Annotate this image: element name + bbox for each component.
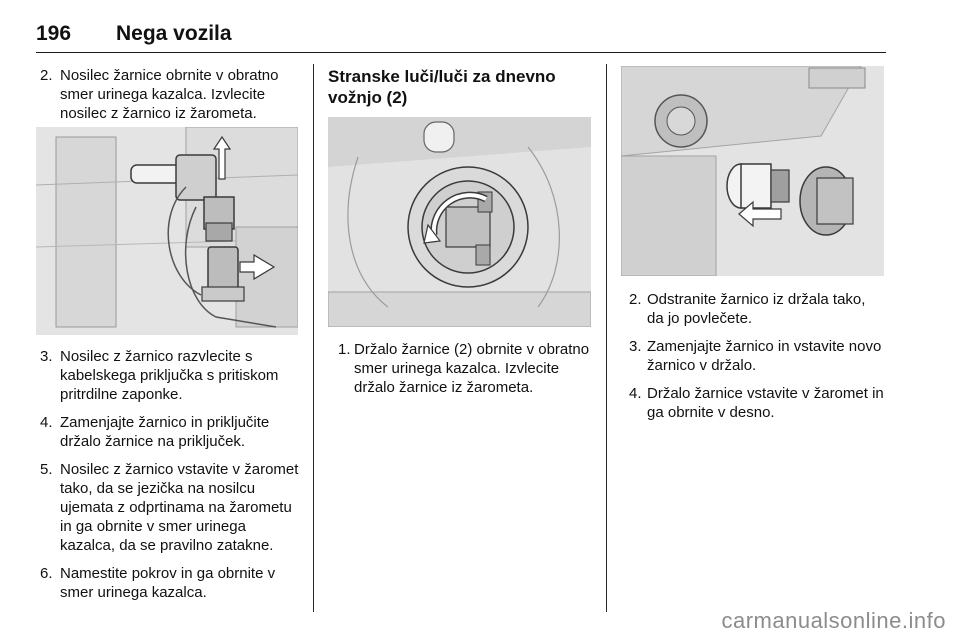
step-number: 4. — [629, 385, 642, 402]
list-item — [36, 347, 302, 404]
step-text: Držalo žarnice (2) obrnite v obratno smer urinega kazalca. Izvlecite držalo žarnice iz žarometa. — [354, 341, 590, 396]
section-title: Nega vozila — [116, 22, 232, 45]
list-item — [621, 384, 884, 422]
bulb-holder-connector-illustration — [36, 127, 298, 335]
list-item — [621, 290, 884, 328]
middle-column-top — [328, 66, 596, 108]
step-text: Zamenjajte žarnico in vstavite novo žarnico v držalo. — [647, 338, 882, 374]
step-number: 4. — [40, 414, 53, 431]
left-column-bottom — [36, 347, 302, 611]
step-number: 1. — [338, 341, 351, 358]
figure-bulb-removal — [621, 66, 884, 276]
list-item — [328, 340, 596, 397]
step-number: 3. — [40, 348, 53, 365]
step-number: 3. — [629, 338, 642, 355]
figure-side-light-holder — [328, 117, 591, 327]
right-column — [621, 290, 884, 431]
step-text: Nosilec z žarnico vstavite v žaromet tako, da se jezička na nosilcu ujemata z odprtinama na žarometu in ga obrnite v smer urinega kazalca, da se pravilno zatakne. — [60, 461, 299, 554]
step-number: 5. — [40, 461, 53, 478]
list-item — [36, 460, 302, 555]
page-number: 196 — [36, 22, 72, 45]
figure-bulb-holder-connector — [36, 127, 298, 335]
list-item — [36, 66, 302, 123]
step-text: Nosilec z žarnico razvlecite s kabelskega priključka s pritiskom pritrdilne zaponke. — [60, 348, 279, 403]
step-number: 6. — [40, 565, 53, 582]
list-item — [621, 337, 884, 375]
side-light-holder-illustration — [328, 117, 591, 327]
step-number: 2. — [40, 67, 53, 84]
step-number: 2. — [629, 291, 642, 308]
column-divider-2 — [606, 64, 607, 612]
step-text: Namestite pokrov in ga obrnite v smer urinega kazalca. — [60, 565, 276, 601]
step-text: Zamenjajte žarnico in priključite držalo žarnice na priključek. — [60, 414, 270, 450]
step-text: Držalo žarnice vstavite v žaromet in ga obrnite v desno. — [647, 385, 884, 421]
left-column-top — [36, 66, 302, 132]
column-divider-1 — [313, 64, 314, 612]
step-text: Nosilec žarnice obrnite v obratno smer urinega kazalca. Izvlecite nosilec z žarnico iz žarometa. — [60, 67, 279, 122]
step-text: Odstranite žarnico iz držala tako, da jo povlečete. — [647, 291, 866, 327]
bulb-removal-illustration — [621, 66, 884, 276]
middle-column-bottom — [328, 340, 596, 406]
list-item — [36, 413, 302, 451]
page-header — [36, 18, 886, 53]
list-item — [36, 564, 302, 602]
subsection-heading: Stranske luči/luči za dnevno vožnjo (2) — [328, 67, 556, 107]
watermark-text: carmanualsonline.info — [721, 608, 946, 633]
